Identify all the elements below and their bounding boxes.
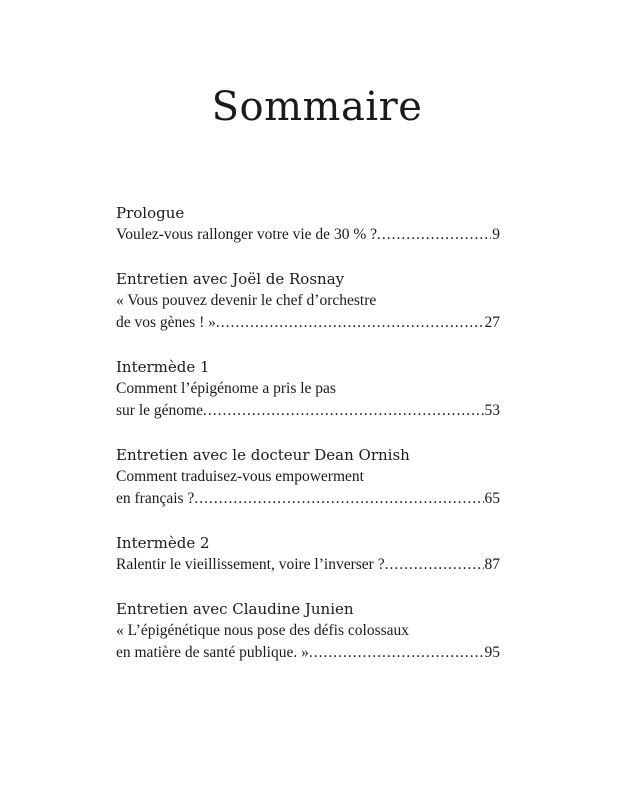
toc-entry-intermede-1[interactable]	[116, 356, 500, 422]
toc-entry-intermede-2[interactable]	[116, 532, 500, 576]
toc-subtitle: sur le génome	[116, 402, 203, 419]
toc-entry-junien[interactable]	[116, 598, 500, 664]
toc-leader-line	[116, 488, 500, 510]
dot-leader	[216, 312, 484, 334]
toc-heading: Intermède 1	[116, 358, 210, 376]
toc-subtitle: en français ?	[116, 490, 195, 507]
toc-entry-ornish[interactable]	[116, 444, 500, 510]
toc-heading: Intermède 2	[116, 534, 210, 552]
toc-leader-line	[116, 400, 500, 422]
dot-leader	[385, 554, 484, 576]
toc-entry-prologue[interactable]	[116, 202, 500, 246]
toc-subtitle: Ralentir le vieillissement, voire l’inverser ?	[116, 556, 385, 573]
toc-subtitle: Comment traduisez-vous empowerment	[116, 468, 364, 485]
toc-heading: Entretien avec Claudine Junien	[116, 600, 354, 618]
toc-heading: Entretien avec Joël de Rosnay	[116, 270, 345, 288]
toc-leader-line	[116, 554, 500, 576]
toc-subtitle: « Vous pouvez devenir le chef d’orchestre	[116, 292, 377, 309]
dot-leader	[194, 488, 483, 510]
table-of-contents	[116, 202, 500, 686]
toc-leader-line	[116, 312, 500, 334]
toc-page-number: 65	[484, 490, 500, 507]
toc-leader-line	[116, 642, 500, 664]
dot-leader	[309, 642, 484, 664]
toc-leader-line	[116, 224, 500, 246]
toc-subtitle: « L’épigénétique nous pose des défis colossaux	[116, 622, 410, 639]
toc-heading: Prologue	[116, 204, 185, 222]
toc-subtitle: Comment l’épigénome a pris le pas	[116, 380, 336, 397]
toc-subtitle: de vos gènes ! »	[116, 314, 216, 331]
page-title: Sommaire	[211, 84, 423, 130]
toc-page-number: 53	[484, 402, 500, 419]
toc-page-number: 87	[484, 556, 500, 573]
toc-page-number: 9	[492, 226, 500, 243]
dot-leader	[377, 224, 491, 246]
toc-page-number: 27	[484, 314, 500, 331]
toc-subtitle: en matière de santé publique. »	[116, 644, 309, 661]
dot-leader	[203, 400, 484, 422]
toc-subtitle: Voulez-vous rallonger votre vie de 30 % ?	[116, 226, 377, 243]
toc-page-number: 95	[484, 644, 500, 661]
toc-entry-rosnay[interactable]	[116, 268, 500, 334]
toc-heading: Entretien avec le docteur Dean Ornish	[116, 446, 410, 464]
